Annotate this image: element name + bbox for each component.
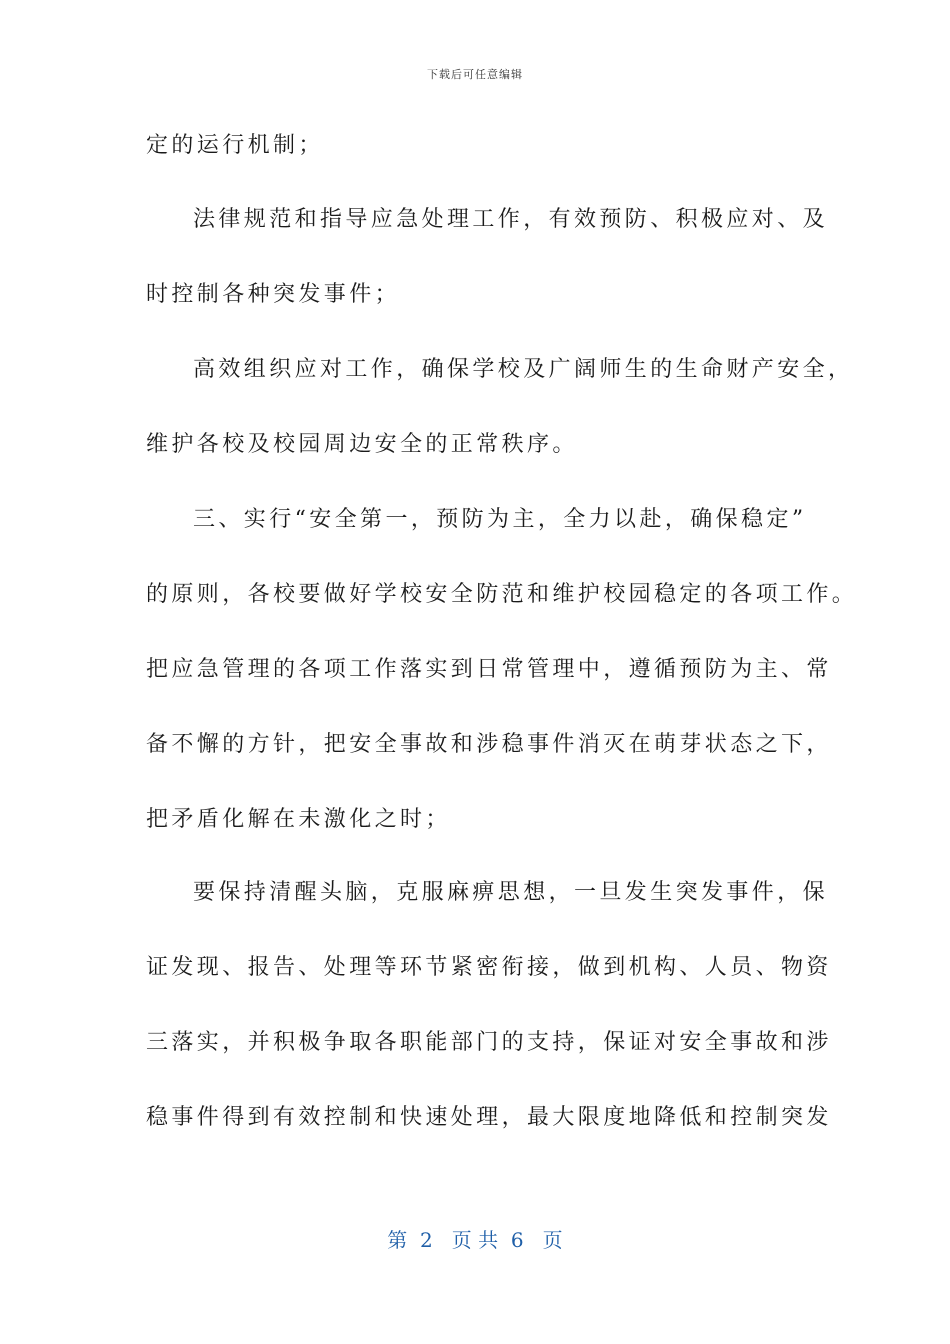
body-line: 时控制各种突发事件；	[146, 282, 401, 307]
body-line: 备不懈的方针，把安全事故和涉稳事件消灭在萌芽状态之下，	[146, 732, 832, 757]
page-header-note: 下载后可任意编辑	[427, 68, 523, 81]
body-line: 三落实，并积极争取各职能部门的支持，保证对安全事故和涉	[146, 1030, 832, 1055]
body-line: 稳事件得到有效控制和快速处理，最大限度地降低和控制突发	[146, 1105, 832, 1130]
body-line: 维护各校及校园周边安全的正常秩序。	[146, 432, 578, 457]
body-line: 把矛盾化解在未激化之时；	[146, 807, 451, 832]
page-number-footer: 第 2 页 共 6 页	[387, 1228, 563, 1252]
body-line: 的原则，各校要做好学校安全防范和维护校园稳定的各项工作。	[146, 582, 858, 607]
body-line: 要保持清醒头脑，克服麻痹思想，一旦发生突发事件，保	[193, 880, 829, 905]
body-line: 法律规范和指导应急处理工作，有效预防、积极应对、及	[193, 207, 829, 232]
body-line: 高效组织应对工作，确保学校及广阔师生的生命财产安全，	[193, 357, 854, 382]
body-line: 三、实行“安全第一，预防为主，全力以赴，确保稳定”	[193, 507, 807, 532]
body-line: 定的运行机制；	[146, 133, 324, 158]
body-line: 证发现、报告、处理等环节紧密衔接，做到机构、人员、物资	[146, 955, 832, 980]
body-line: 把应急管理的各项工作落实到日常管理中，遵循预防为主、常	[146, 657, 832, 682]
